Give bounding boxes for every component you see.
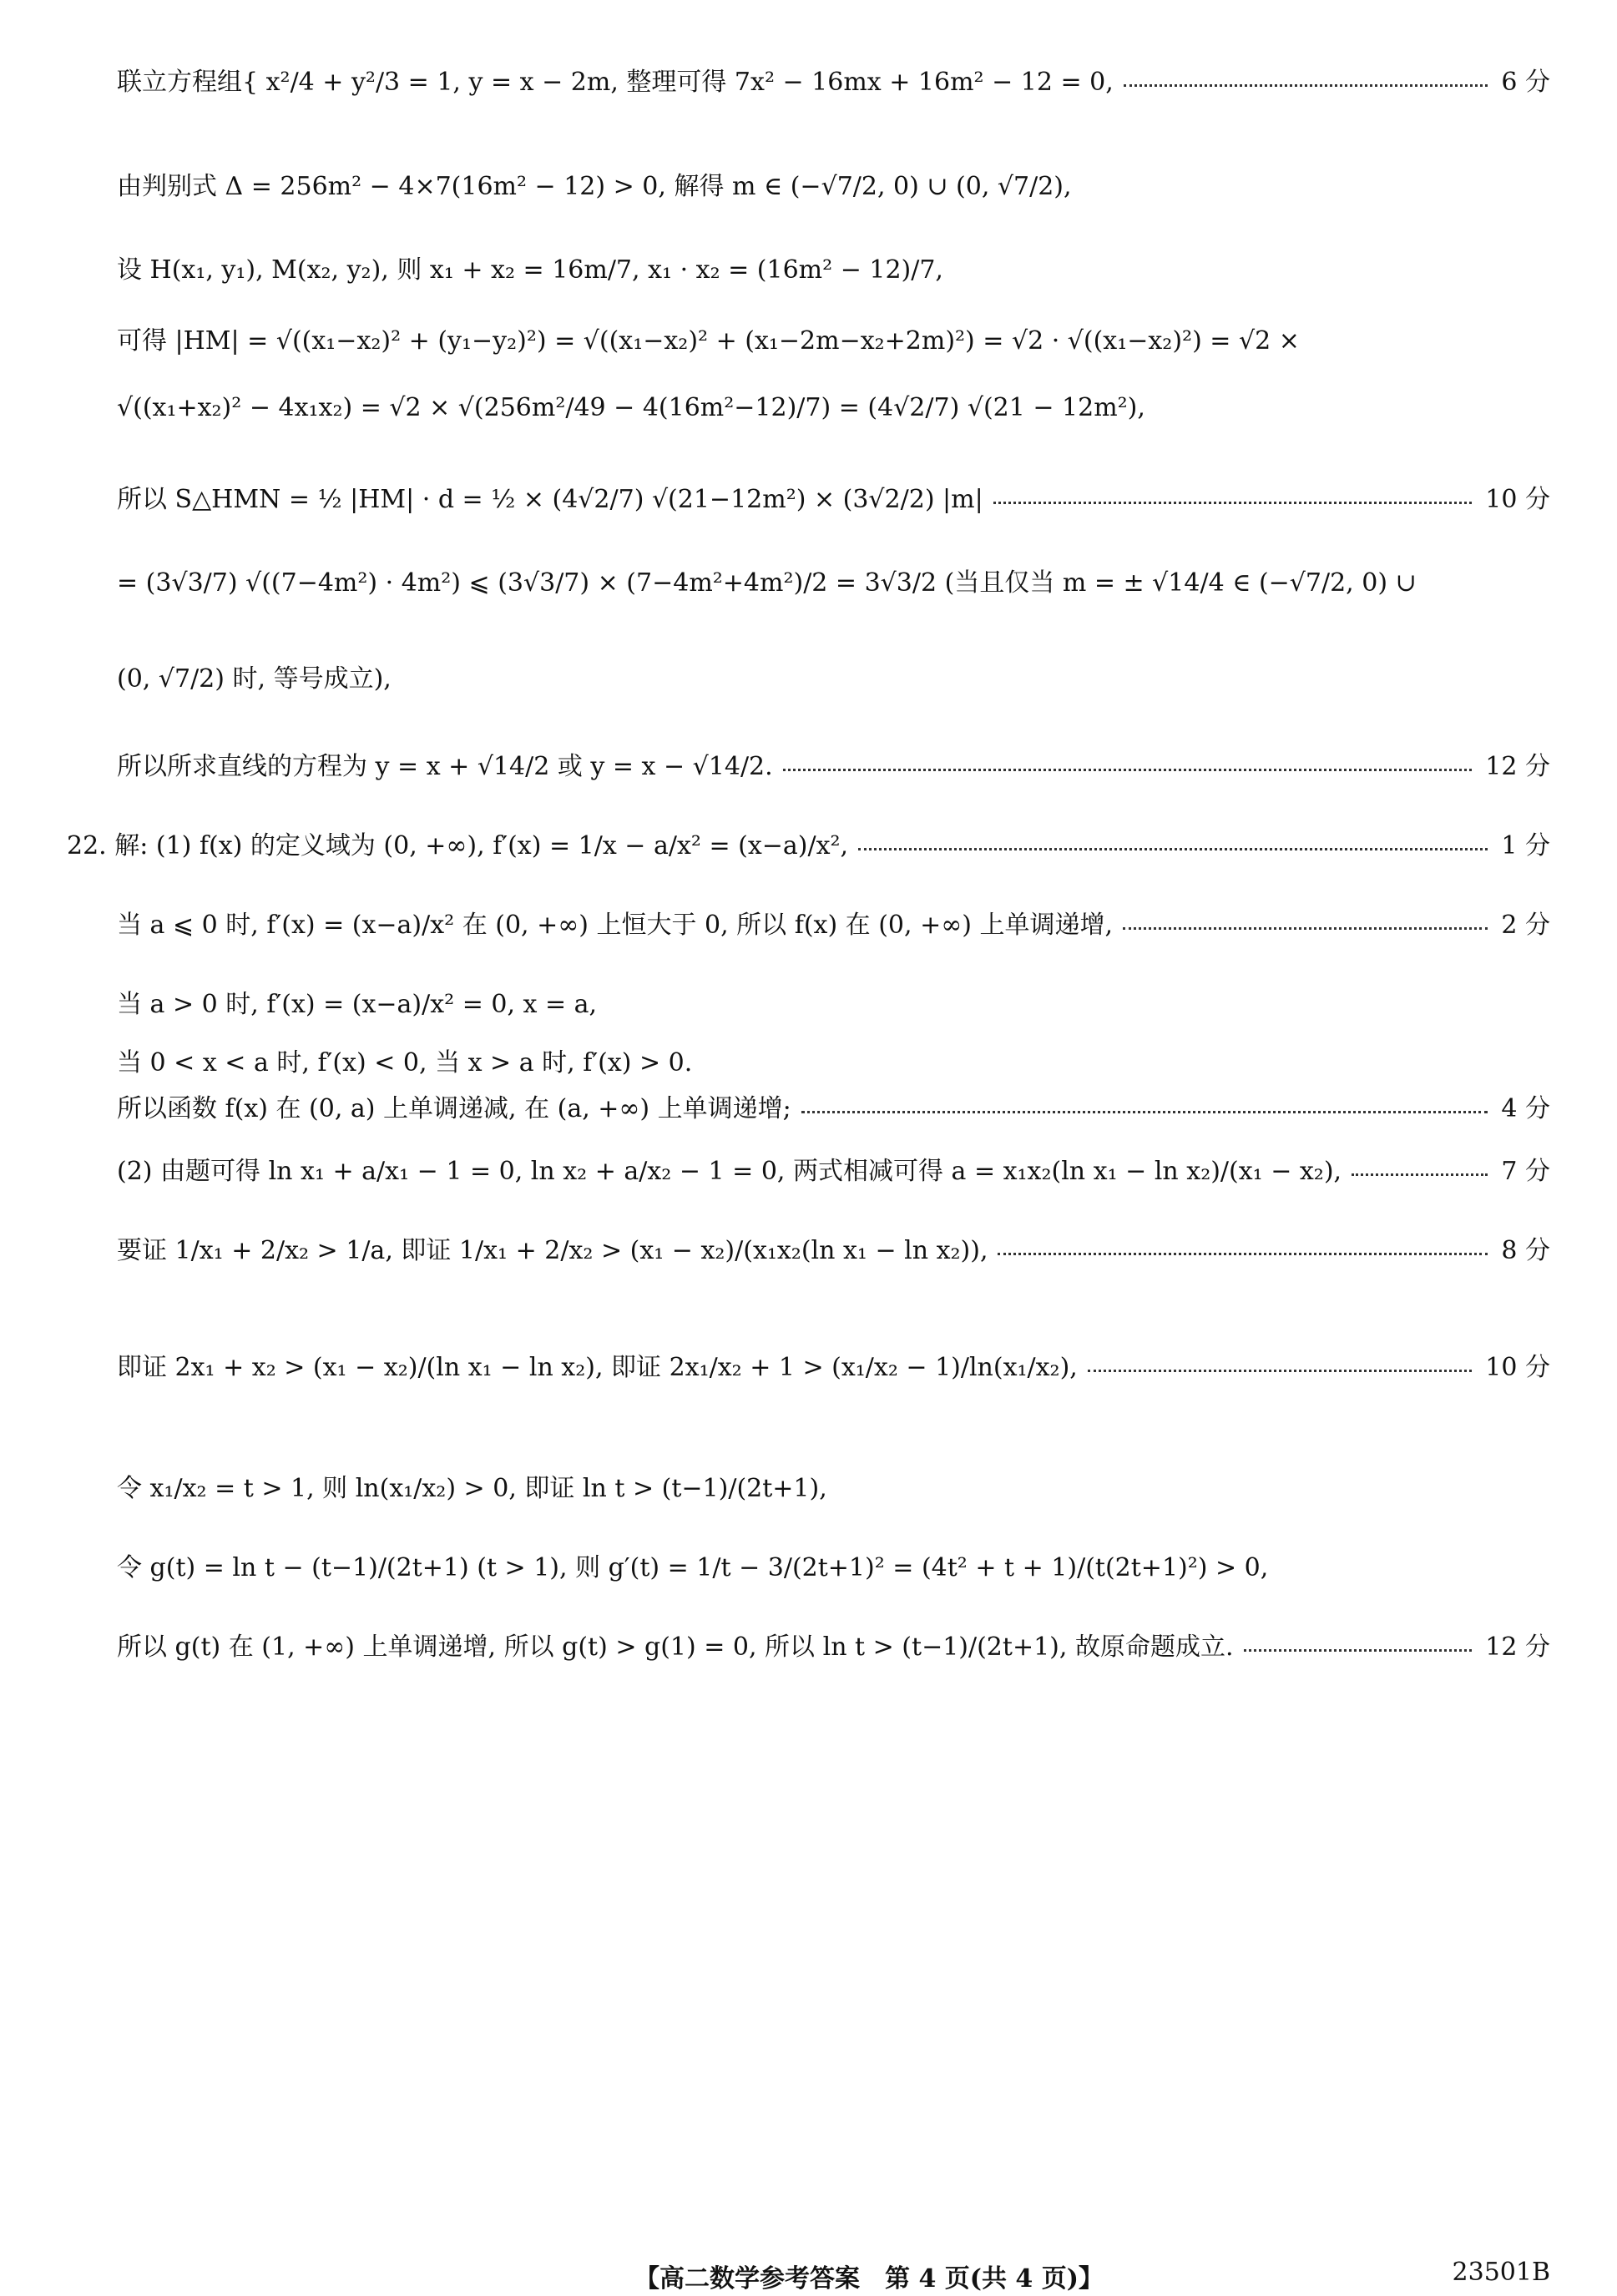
text-line bbox=[117, 1632, 1550, 1663]
footer-title: 【高二数学参考答案 第 4 页(共 4 页)】 bbox=[634, 2264, 1104, 2293]
line-text: 令 g(t) = ln t − (t−1)/(2t+1) (t > 1), 则 g′(t) = 1/t − 3/(2t+1)² = (4t² + t + 1)/(t(2t+1)²) > 0, bbox=[117, 1553, 1269, 1582]
score: 2 分 bbox=[1501, 911, 1550, 940]
line-text: (2) 由题可得 ln x₁ + a/x₁ − 1 = 0, ln x₂ + a/x₂ − 1 = 0, 两式相减可得 a = x₁x₂(ln x₁ − ln x₂)/(x₁ − x₂), bbox=[117, 1157, 1342, 1186]
leader-dots bbox=[783, 769, 1473, 771]
page-footer bbox=[0, 2258, 1617, 2291]
text-line bbox=[117, 1093, 1550, 1125]
text-line bbox=[117, 1352, 1550, 1384]
score: 1 分 bbox=[1501, 831, 1550, 860]
leader-dots bbox=[1244, 1649, 1473, 1652]
footer-code: 23501B bbox=[1452, 2258, 1550, 2287]
score: 12 分 bbox=[1485, 752, 1550, 781]
text-line bbox=[117, 484, 1550, 516]
text-line bbox=[67, 830, 1550, 862]
score: 4 分 bbox=[1501, 1094, 1550, 1123]
text-line bbox=[117, 751, 1550, 783]
leader-dots bbox=[993, 502, 1473, 504]
text-line bbox=[117, 325, 1550, 357]
line-text: 当 0 < x < a 时, f′(x) < 0, 当 x > a 时, f′(x) > 0. bbox=[117, 1048, 693, 1077]
text-line bbox=[117, 171, 1550, 203]
text-line bbox=[117, 1047, 1550, 1079]
leader-dots bbox=[858, 848, 1488, 850]
text-line bbox=[117, 67, 1550, 98]
line-text: 22. 解: (1) f(x) 的定义域为 (0, +∞), f′(x) = 1/x − a/x² = (x−a)/x², bbox=[67, 831, 849, 860]
line-text: 即证 2x₁ + x₂ > (x₁ − x₂)/(ln x₁ − ln x₂), 即证 2x₁/x₂ + 1 > (x₁/x₂ − 1)/ln(x₁/x₂), bbox=[117, 1353, 1078, 1382]
leader-dots bbox=[1124, 84, 1488, 87]
score: 8 分 bbox=[1501, 1236, 1550, 1265]
line-text: 所以所求直线的方程为 y = x + √14/2 或 y = x − √14/2. bbox=[117, 752, 773, 781]
score: 12 分 bbox=[1485, 1632, 1550, 1662]
text-line bbox=[117, 989, 1550, 1021]
score: 6 分 bbox=[1501, 68, 1550, 97]
leader-dots bbox=[1123, 927, 1488, 930]
line-text: √((x₁+x₂)² − 4x₁x₂) = √2 × √(256m²/49 − 4(16m²−12)/7) = (4√2/7) √(21 − 12m²), bbox=[117, 393, 1145, 422]
text-line bbox=[117, 1235, 1550, 1267]
line-text: 当 a > 0 时, f′(x) = (x−a)/x² = 0, x = a, bbox=[117, 990, 598, 1019]
text-line bbox=[117, 1473, 1550, 1505]
line-text: 所以 g(t) 在 (1, +∞) 上单调递增, 所以 g(t) > g(1) = 0, 所以 ln t > (t−1)/(2t+1), 故原命题成立. bbox=[117, 1632, 1234, 1662]
line-text: 要证 1/x₁ + 2/x₂ > 1/a, 即证 1/x₁ + 2/x₂ > (x₁ − x₂)/(x₁x₂(ln x₁ − ln x₂)), bbox=[117, 1236, 988, 1265]
text-line bbox=[117, 392, 1550, 424]
line-text: 设 H(x₁, y₁), M(x₂, y₂), 则 x₁ + x₂ = 16m/7, x₁ · x₂ = (16m² − 12)/7, bbox=[117, 255, 943, 285]
text-line bbox=[117, 1156, 1550, 1188]
line-text: = (3√3/7) √((7−4m²) · 4m²) ⩽ (3√3/7) × (7−4m²+4m²)/2 = 3√3/2 (当且仅当 m = ± √14/4 ∈ (−√7/2, 0) ∪ bbox=[117, 568, 1417, 598]
text-line bbox=[117, 664, 1550, 695]
text-line bbox=[117, 910, 1550, 941]
line-text: 由判别式 Δ = 256m² − 4×7(16m² − 12) > 0, 解得 m ∈ (−√7/2, 0) ∪ (0, √7/2), bbox=[117, 172, 1072, 201]
line-text: 联立方程组{ x²/4 + y²/3 = 1, y = x − 2m, 整理可得 7x² − 16mx + 16m² − 12 = 0, bbox=[117, 68, 1114, 97]
score: 10 分 bbox=[1485, 1353, 1550, 1382]
leader-dots bbox=[1352, 1173, 1488, 1176]
leader-dots bbox=[998, 1253, 1488, 1255]
line-text: 令 x₁/x₂ = t > 1, 则 ln(x₁/x₂) > 0, 即证 ln t > (t−1)/(2t+1), bbox=[117, 1474, 827, 1503]
line-text: 可得 |HM| = √((x₁−x₂)² + (y₁−y₂)²) = √((x₁−x₂)² + (x₁−2m−x₂+2m)²) = √2 · √((x₁−x₂)²) = √2 × bbox=[117, 326, 1300, 356]
leader-dots bbox=[801, 1111, 1488, 1113]
line-text: 所以 S△HMN = ½ |HM| · d = ½ × (4√2/7) √(21−12m²) × (3√2/2) |m| bbox=[117, 485, 983, 514]
line-text: (0, √7/2) 时, 等号成立), bbox=[117, 664, 392, 694]
line-text: 所以函数 f(x) 在 (0, a) 上单调递减, 在 (a, +∞) 上单调递增; bbox=[117, 1094, 791, 1123]
score: 10 分 bbox=[1485, 485, 1550, 514]
leader-dots bbox=[1088, 1370, 1472, 1372]
text-line bbox=[117, 255, 1550, 286]
line-text: 当 a ⩽ 0 时, f′(x) = (x−a)/x² 在 (0, +∞) 上恒大于 0, 所以 f(x) 在 (0, +∞) 上单调递增, bbox=[117, 911, 1113, 940]
text-line bbox=[117, 1552, 1550, 1584]
score: 7 分 bbox=[1501, 1157, 1550, 1186]
text-line bbox=[117, 568, 1550, 599]
